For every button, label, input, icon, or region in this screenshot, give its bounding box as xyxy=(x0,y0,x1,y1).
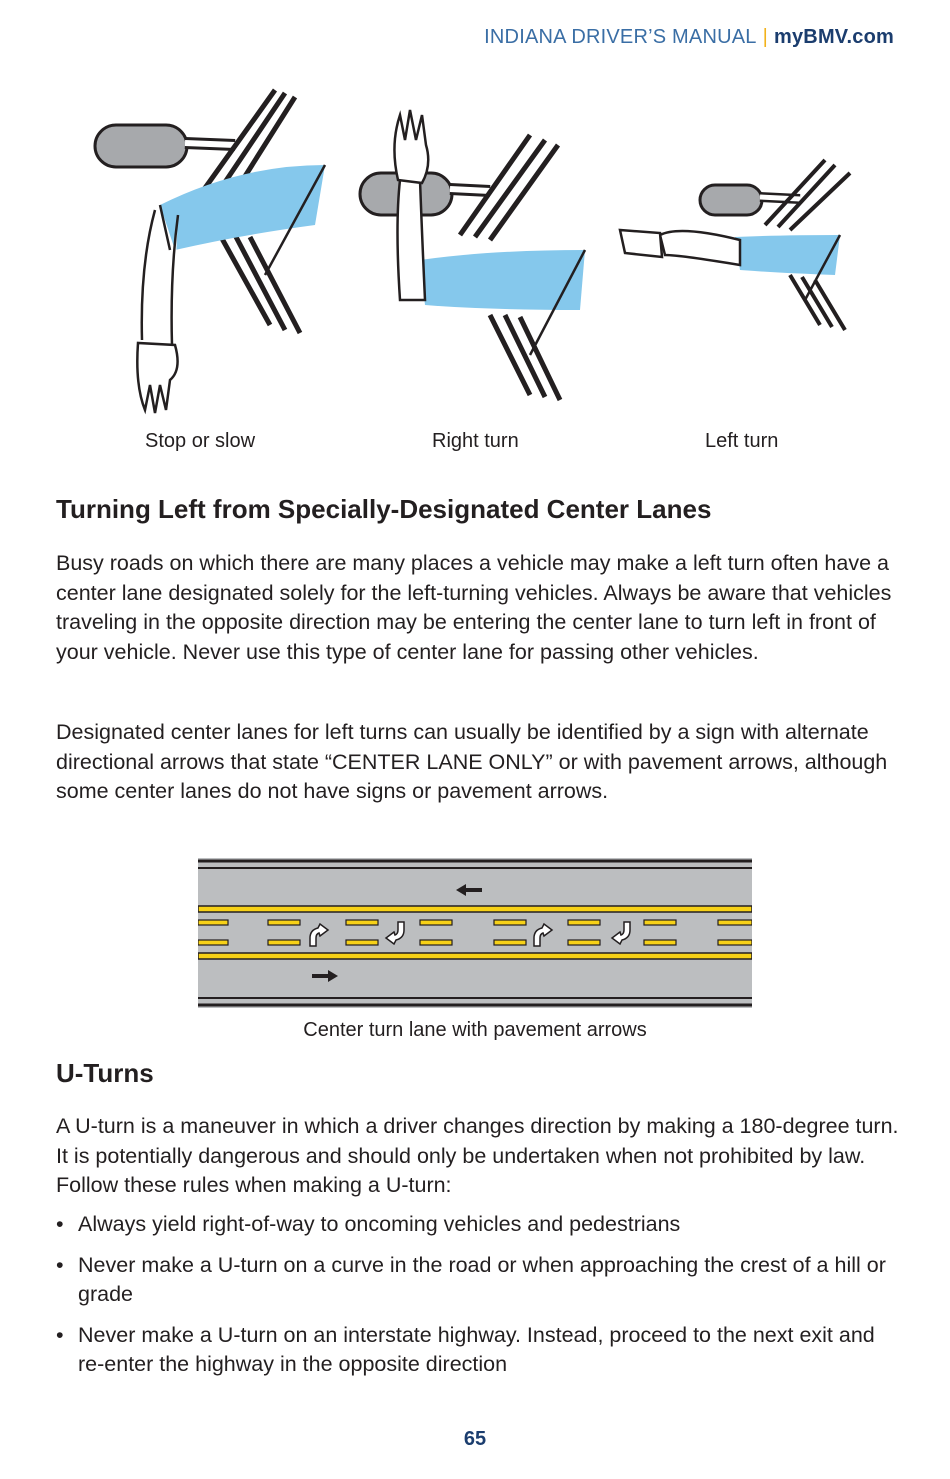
center-lanes-paragraph-2: Designated center lanes for left turns can usually be identified by a sign with alternate directional arrows that state “CENTER LANE ONLY” or with pavement arrows, although some center lanes do not have signs or pavement arrows. xyxy=(56,720,888,803)
list-item: • Never make a U-turn on an interstate highway. Instead, proceed to the next exit and re-enter the highway in the opposite direction xyxy=(56,1321,906,1380)
u-turn-rules-list xyxy=(56,1210,906,1391)
caption-right-turn: Right turn xyxy=(432,430,519,452)
page-header xyxy=(484,26,894,49)
center-turn-lane-diagram xyxy=(198,858,752,1008)
right-turn-illustration xyxy=(360,110,585,400)
hand-signals-illustration xyxy=(60,85,900,430)
u-turns-paragraph: A U-turn is a maneuver in which a driver changes direction by making a 180-degree turn. It is potentially dangerous and should only be undertaken when not prohibited by law. Follow these rules when making a U-turn: xyxy=(56,1114,899,1197)
page-number: 65 xyxy=(463,1428,487,1450)
stop-or-slow-illustration xyxy=(95,90,325,413)
center-lanes-paragraph-1: Busy roads on which there are many places a vehicle may make a left turn often have a center lane designated solely for the left-turning vehicles. Always be aware that vehicles traveling in the opposite direction may be entering the center lane to turn left in front of your vehicle. Never use this type of center lane for passing other vehicles. xyxy=(56,551,892,664)
header-separator: | xyxy=(762,26,768,48)
list-item: • Always yield right-of-way to oncoming vehicles and pedestrians xyxy=(56,1210,906,1240)
left-turn-illustration xyxy=(620,160,850,330)
caption-left-turn: Left turn xyxy=(705,430,779,452)
section-heading-u-turns: U-Turns xyxy=(56,1058,154,1088)
road-figure-caption: Center turn lane with pavement arrows xyxy=(303,1019,647,1041)
caption-stop-or-slow: Stop or slow xyxy=(145,430,256,452)
manual-title: INDIANA DRIVER’S MANUAL xyxy=(484,26,757,48)
section-heading-center-lanes: Turning Left from Specially-Designated Center Lanes xyxy=(56,494,712,524)
site-link: myBMV.com xyxy=(774,26,894,48)
list-item: • Never make a U-turn on a curve in the road or when approaching the crest of a hill or grade xyxy=(56,1251,906,1310)
